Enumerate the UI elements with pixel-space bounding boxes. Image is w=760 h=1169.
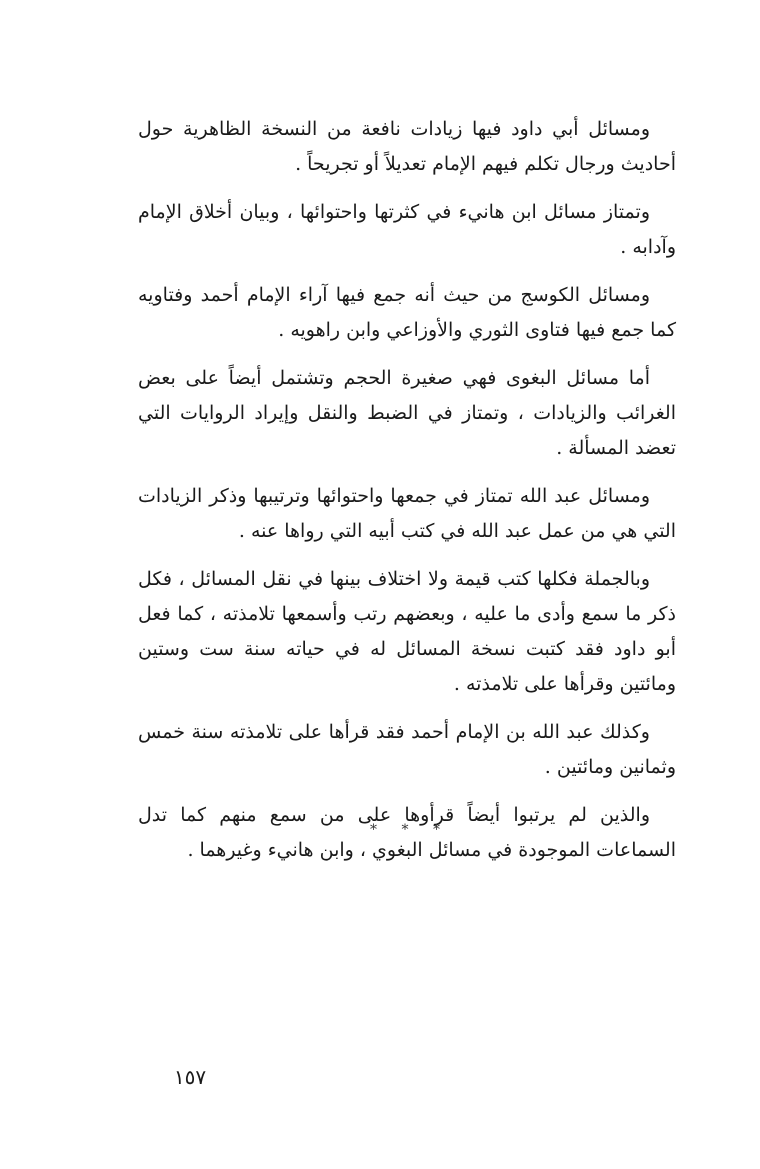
page-number: ١٥٧: [173, 1065, 207, 1089]
paragraph-samaat: والذين لم يرتبوا أيضاً قرأوها على من سمع منهم كما تدل السماعات الموجودة في مسائل البغوي ، وابن هانيء وغيرهما .: [138, 804, 676, 861]
paragraph-ibn-hani: وتمتاز مسائل ابن هانيء في كثرتها واحتوائها ، وبيان أخلاق الإمام وآدابه .: [138, 201, 676, 258]
paragraph-kawsaj: ومسائل الكوسج من حيث أنه جمع فيها آراء الإمام أحمد وفتاويه كما جمع فيها فتاوى الثوري والأوزاعي وابن راهويه .: [138, 284, 676, 341]
paragraph-abdullah: ومسائل عبد الله تمتاز في جمعها واحتوائها وترتيبها وذكر الزيادات التي هي من عمل عبد الله في كتب أبيه التي رواها عنه .: [138, 485, 676, 542]
paragraph-abu-dawud: ومسائل أبي داود فيها زيادات نافعة من النسخة الظاهرية حول أحاديث ورجال تكلم فيهم الإمام تعديلاً أو تجريحاً .: [138, 118, 676, 175]
paragraph-abdullah-reading: وكذلك عبد الله بن الإمام أحمد فقد قرأها على تلامذته سنة خمس وثمانين ومائتين .: [138, 721, 676, 778]
paragraph-baghawi: أما مسائل البغوى فهي صغيرة الحجم وتشتمل أيضاً على بعض الغرائب والزيادات ، وتمتاز في الضبط والنقل وإيراد الروايات التي تعضد المسألة .: [138, 367, 676, 459]
section-divider: * * *: [370, 822, 450, 838]
body-text: [138, 112, 676, 881]
paragraph-summary: وبالجملة فكلها كتب قيمة ولا اختلاف بينها في نقل المسائل ، فكل ذكر ما سمع وأدى ما عليه ، وبعضهم رتب وأسمعها تلامذته ، كما فعل أبو داود فقد كتبت نسخة المسائل له في حياته سنة ست وستين ومائتين وقرأها على تلامذته .: [138, 568, 676, 695]
